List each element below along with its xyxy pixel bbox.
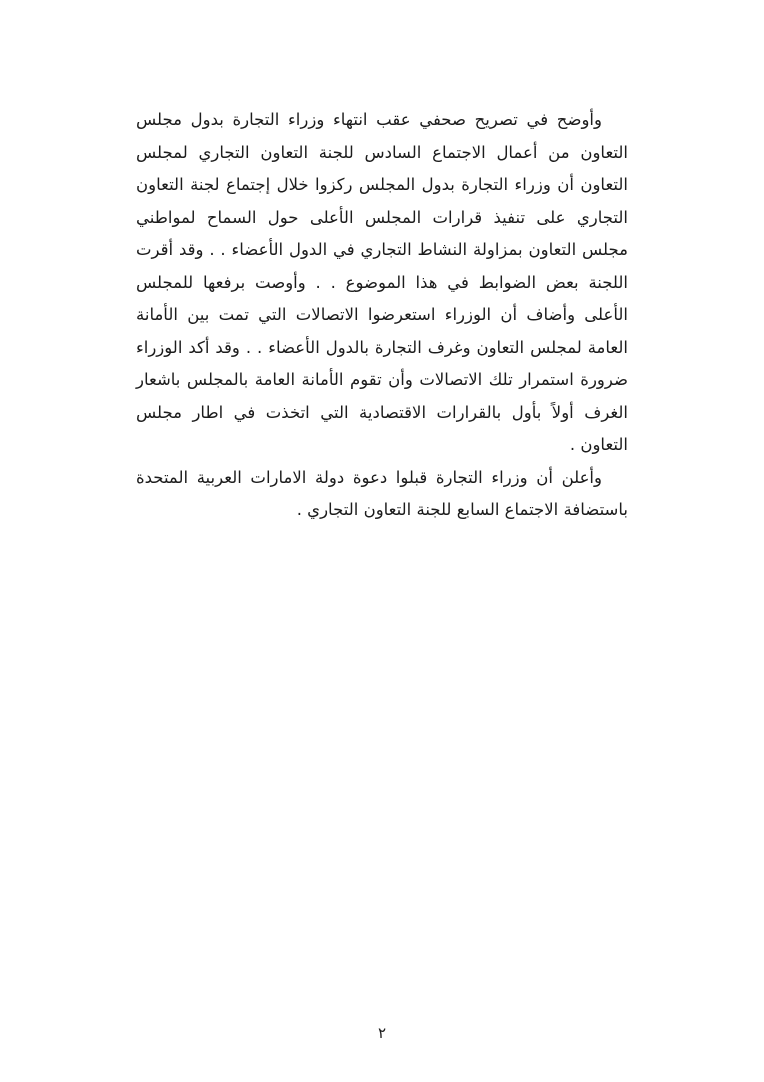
body-text <box>136 104 628 527</box>
paragraph-1: وأوضح في تصريح صحفي عقب انتهاء وزراء التجارة بدول مجلس التعاون من أعمال الاجتماع السادس للجنة التعاون التجاري لمجلس التعاون أن وزراء التجارة بدول المجلس ركزوا خلال إجتماع لجنة التعاون التجاري على تنفيذ قرارات المجلس الأعلى حول السماح لمواطني مجلس التعاون بمزاولة النشاط التجاري في الدول الأعضاء . . وقد أقرت اللجنة بعض الضوابط في هذا الموضوع . . وأوصت برفعها للمجلس الأعلى وأضاف أن الوزراء استعرضوا الاتصالات التي تمت بين الأمانة العامة لمجلس التعاون وغرف التجارة بالدول الأعضاء . . وقد أكد الوزراء ضرورة استمرار تلك الاتصالات وأن تقوم الأمانة العامة بالمجلس باشعار الغرف أولاً بأول بالقرارات الاقتصادية التي اتخذت في اطار مجلس التعاون . <box>136 110 628 454</box>
page-number: ٢ <box>377 1024 387 1042</box>
paragraph-2: وأعلن أن وزراء التجارة قبلوا دعوة دولة الامارات العربية المتحدة باستضافة الاجتماع السابع للجنة التعاون التجاري . <box>136 467 628 519</box>
